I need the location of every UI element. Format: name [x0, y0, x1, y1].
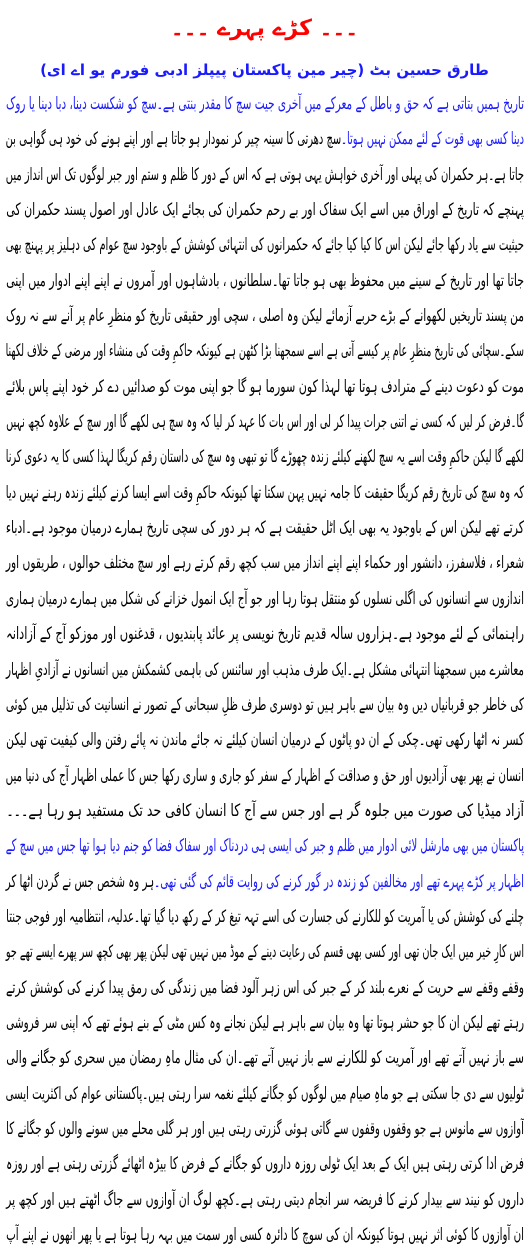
line-text: پہنچے کہ تاریخ کے اوراق میں اسے ایک سفاک اور بے رحم حکمران کی بجائے ایک عادل اور اصول پسند حکمران کی — [6, 200, 524, 221]
article-header — [0, 0, 529, 88]
article-line — [5, 617, 524, 652]
article-line — [5, 1041, 524, 1076]
article-line — [5, 582, 524, 617]
line-text: سکے۔سچائی کی تاریخ منظرِ عام پر کیسے آتی ہے اسے سمجھنا بڑا کٹھن ہے کیونکہ حاکمِ وقت کی منشاء اور مرضی کے خلاف لکھنا — [5, 341, 524, 362]
line-text: من پسند تاریخیں لکھوانے کے بڑے حربے آزمائے لیکن وہ اصلی ، سچی اور حقیقی تاریخ کو منظرِ عام پر آنے سے نہ روک — [6, 306, 524, 327]
line-text: تاریخ ہمیں بتاتی ہے کہ حق و باطل کے معرکے میں آخری جیت سچ کا مقدر بنتی ہے۔سچ کو شکست دینا، دبا دینا یا روک — [5, 94, 524, 114]
article-line — [5, 546, 524, 581]
line-text: موت کو دعوت دینے کے مترادف ہوتا تھا لہذا کون سورما ہو گا جو اپنی موت کو صدائیں دے کر خود اپنے پاس بلائے — [5, 376, 524, 397]
line-text: حیثیت سے یاد رکھا جائے لیکن اس کا کیا کیا جائے کہ حکمرانوں کی انتہائی کوشش کے باوجود سچ عوام کی دہلیز پر پہنچ بھی — [5, 235, 524, 256]
line-text: راہنمائی کے لئے موجود ہے۔ہزاروں سالہ قدیم تاریخ نویسی پر عائد پابندیوں ، قدغنوں اور موزکو آج کے آزادانہ — [6, 624, 524, 645]
article-line — [5, 1112, 524, 1147]
line-text: اس کارِ خیر میں ایک جان تھی اور کسی بھی قسم کی رعایت دینے کے موڈ میں نہیں تھی لیکن پھر بھی کچھ سر پھرے ایسے تھے جو — [5, 942, 524, 963]
article-line — [5, 122, 524, 157]
article-line — [5, 794, 524, 829]
line-text: ٹولیوں سے دی جا سکتی ہے جو ماہِ صیام میں لوگوں کو جگانے کیلئے نغمہ سرا رہتی ہیں۔پاکستانی عوام کی اکثریت ایسی — [5, 1083, 524, 1104]
article-line — [5, 440, 524, 475]
line-text: رہتے تھے لیکن ان کا جو حشر ہوتا تھا وہ بیان سے باہر ہے لیکن نجانے وہ کس مٹی کے بنے ہوئے تھے کہ اپنی سر فروشی — [6, 1012, 524, 1033]
article-paragraph — [5, 87, 524, 829]
article-line — [5, 476, 524, 511]
line-text: کسر نہ اٹھا رکھی تھی۔چکی کے ان دو پاٹوں کے درمیان انسان کیلئے نہ جائے ماندن نہ پائے رفتن والی کیفیت تھی لیکن — [6, 730, 524, 751]
line-text: جاتا تھا اور تاریخ کے سینے میں محفوظ بھی ہو جاتا تھا۔سلطانوں ، بادشاہوں اور آمروں نے اپنے اپنے ادوار میں اپنی — [6, 270, 524, 291]
article-line — [5, 264, 524, 299]
line-text: کرتے تھے لیکن اس کے باوجود یہ بھی ایک اٹل حقیقت ہے کہ ہر دور کی سچی تاریخ ہمارے درمیان موجود ہے۔ادباء — [5, 518, 524, 539]
line-text: کی خاطر جو قربانیاں دیں وہ بیان سے باہر ہیں تو دوسری طرف ظلِ سبحانی کے تصور نے انسانیت کی تذلیل میں کوئی — [5, 694, 524, 715]
article-line — [5, 87, 524, 122]
line-text: چلنے کی کوشش کی یا آمریت کو للکارنے کی جسارت کی اسے تہہ تیغ کر کے رکھ دیا گیا تھا۔عدلیہ، انتظامیہ اور فوجی جنتا — [6, 906, 524, 927]
article-body — [5, 87, 524, 1255]
line-text: کہ وہ سچ کی تاریخ رقم کریگا حقیقت کا جامہ نہیں پہن سکتا تھا کیونکہ حاکمِ وقت اسے ایسا کرنے کیلئے زندہ رہنے نہیں دیا — [5, 482, 524, 503]
article-line — [5, 370, 524, 405]
line-text: وقفے وقفے سے حریت کے نعرے بلند کر کے جبر کی اس زہر آلود فضا میں زندگی کی رمق پیدا کرنے کی کوشش کرتے — [5, 977, 524, 998]
article-line — [5, 865, 524, 900]
article-title: ۔۔۔ کڑے پہرے ۔۔۔ — [170, 16, 359, 41]
line-text: گا۔فرض کر لیں کہ کسی نے اتنی جرات پیدا کر لی اور اس بات کا عہد کر لیا کہ وہ سچ ہی لکھے گا اور سچ کے علاوہ کچھ نہیں — [6, 412, 524, 433]
article-line — [5, 1006, 524, 1041]
line-text: ہر وہ شخص جس نے گردن اٹھا کر — [5, 871, 155, 892]
article-line — [5, 228, 524, 263]
article-line — [5, 653, 524, 688]
article-line — [5, 193, 524, 228]
article-paragraph — [5, 829, 524, 1253]
article-line — [5, 1183, 524, 1218]
line-text: جاتا ہے۔ہر حکمران کی پہلی اور آخری خواہش یہی ہوتی ہے کہ اس کے دور کا ظلم و ستم اور جبر لوگوں تک اس انداز میں — [5, 164, 524, 185]
line-text: سے باز نہیں آتے تھے اور آمریت کو للکارنے سے باز نہیں آتے تھے۔ان کی مثال ماہِ رمضان میں سحری کو جگانے والی — [6, 1048, 524, 1069]
article-line — [5, 1218, 524, 1253]
article-line — [5, 971, 524, 1006]
line-text: پاکستان میں بھی مارشل لائی ادوار میں ظلم و جبر کی ایسی ہی دردناک اور سفاک فضا کو جنم دیا ہوا تھا جس میں سچ کے — [5, 836, 524, 857]
article-line — [5, 1077, 524, 1112]
article-line — [5, 688, 524, 723]
article-line — [5, 900, 524, 935]
article-line — [5, 511, 524, 546]
line-text: سچ دھرتی کا سینہ چیر کر نمودار ہو جاتا ہے اور اپنے ہونے کی خود ہی گواہی بن — [5, 129, 342, 150]
line-text: انسان نے پھر بھی آزادیوں اور حق و صداقت کے اظہار کے سفر کو جاری و ساری رکھا جس کا عملی اظہار آج کی دنیا میں — [5, 765, 524, 786]
line-text: آزاد میڈیا کی صورت میں جلوہ گر ہے اور جس سے آج کا انسان کافی حد تک مستفید ہو رہا ہے۔۔۔ — [6, 800, 524, 821]
article-line — [5, 1147, 524, 1182]
article-line — [5, 334, 524, 369]
line-text: لکھے گا لیکن حاکمِ وقت اسے یہ سچ لکھنے کیلئے زندہ چھوڑے گا تو تبھی وہ سچ کی داستان رقم کریگا لہذا کسی کا یہ دعوی کرنا — [5, 447, 524, 468]
line-text: فرض ادا کرتی رہتی ہیں ایک کے بعد ایک ٹولی روزہ داروں کو جگانے کے فرض کا بیڑہ اٹھائے گزرتی رہتی ہے اور روزہ — [6, 1154, 524, 1175]
article-line — [5, 158, 524, 193]
article-line — [5, 405, 524, 440]
line-text: داروں کو نیند سے بیدار کرنے کا فریضہ سر انجام دیتی رہتی ہے۔کچھ لوگ ان آوازوں سے جاگ اٹھتے ہیں اور کچھ پر — [6, 1189, 524, 1210]
line-text: اندازوں سے انسانوں کی اگلی نسلوں کو منتقل ہوتا رہا اور جو آج ایک انمول خزانے کی شکل میں ہمارے درمیان ہماری — [5, 588, 524, 609]
line-text: اظہار پر کڑے پہرے تھے اور مخالفین کو زندہ در گور کرنے کی روایت قائم کی گئی تھی۔ — [154, 871, 524, 892]
article-line — [5, 935, 524, 970]
line-text: شعراء ، فلاسفرز، دانشور اور حکماء اپنے اپنے انداز میں سب کچھ رقم کرتے رہے اور سچ مختلف حوالوں ، طریقوں اور — [5, 553, 524, 574]
article-byline: طارق حسین بٹ (چیر مین پاکستان پیپلز ادبی فورم یو اے ای) — [40, 61, 489, 79]
line-text: معاشرے میں سمجھنا انتہائی مشکل ہے۔ایک طرف مذہب اور سائنس کی باہمی کشمکش میں انسانوں نے آزادیِ اظہار — [5, 659, 524, 680]
line-text: دینا کسی بھی قوت کے لئے ممکن نہیں ہوتا۔ — [341, 129, 524, 150]
line-text: آوازوں سے مانوس ہے جو وقفوں وقفوں سے گاتی ہوئی گزرتی رہتی ہیں اور ہر گلی محلے میں سونے والوں کو جگانے کا — [6, 1118, 524, 1139]
article-line — [5, 759, 524, 794]
article-line — [5, 723, 524, 758]
article-line — [5, 299, 524, 334]
line-text: ان آوازوں کا کوئی اثر نہیں ہوتا کیونکہ ان کی سوچ کا دائرہ کسی اور سمت میں بہہ رہا ہوتا ہے یا پھر انھوں نے اپنے آپ — [6, 1225, 524, 1245]
article-line — [5, 829, 524, 864]
